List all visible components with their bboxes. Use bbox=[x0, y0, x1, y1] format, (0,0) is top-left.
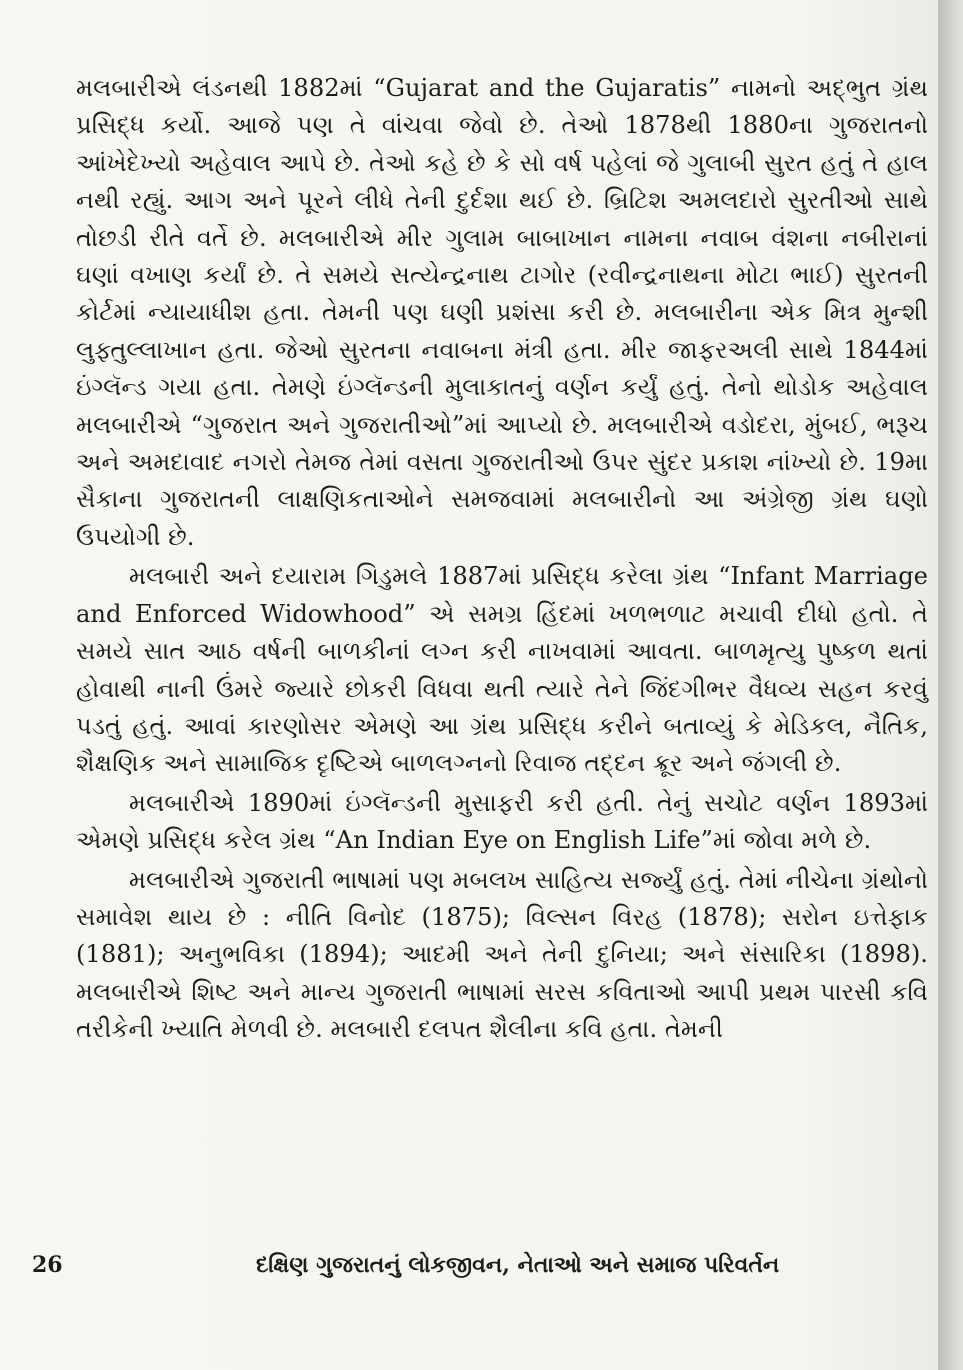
page-edge bbox=[938, 0, 963, 1370]
page-number: 26 bbox=[32, 1252, 63, 1278]
paragraph-3: મલબારીએ 1890માં ઇંગ્લૅન્ડની મુસાફરી કરી હતી. તેનું સચોટ વર્ણન 1893માં એમણે પ્રસિદ્ધ કરેલ ગ્રંથ “An Indian Eye on English Life”માં જોવા મળે છે. bbox=[76, 788, 928, 855]
body-text bbox=[76, 70, 928, 1049]
paragraph-4: મલબારીએ ગુજરાતી ભાષામાં પણ મબલખ સાહિત્ય સર્જ્યું હતું. તેમાં નીચેના ગ્રંથોનો સમાવેશ થાય છે : નીતિ વિનોદ (1875); વિલ્સન વિરહ (1878); સરોન ઇત્તેફાક (1881); અનુભવિકા (1894); આદમી અને તેની દુનિયા; અને સંસારિકા (1898). મલબારીએ શિષ્ટ અને માન્ય ગુજરાતી ભાષામાં સરસ કવિતાઓ આપી પ્રથમ પારસી કવિ તરીકેની ખ્યાતિ મેળવી છે. મલબારી દલપત શૈલીના કવિ હતા. તેમની bbox=[76, 865, 928, 1044]
running-footer: દક્ષિણ ગુજરાતનું લોકજીવન, નેતાઓ અને સમાજ પરિવર્તન bbox=[256, 1252, 780, 1278]
paragraph-2: મલબારી અને દયારામ ગિડુમલે 1887માં પ્રસિદ્ધ કરેલા ગ્રંથ “Infant Marriage and Enforced Widowhood” એ સમગ્ર હિંદમાં ખળભળાટ મચાવી દીધો હતો. તે સમયે સાત આઠ વર્ષની બાળકીનાં લગ્ન કરી નાખવામાં આવતા. બાળમૃત્યુ પુષ્કળ થતાં હોવાથી નાની ઉંમરે જ્યારે છોકરી વિધવા થતી ત્યારે તેને જિંદગીભર વૈધવ્ય સહન કરવું પડતું હતું. આવાં કારણોસર એમણે આ ગ્રંથ પ્રસિદ્ધ કરીને બતાવ્યું કે મેડિકલ, નૈતિક, શૈક્ષણિક અને સામાજિક દૃષ્ટિએ બાળલગ્નનો રિવાજ તદ્દન ક્રૂર અને જંગલી છે. bbox=[76, 562, 928, 778]
paragraph-1: મલબારીએ લંડનથી 1882માં “Gujarat and the Gujaratis” નામનો અદ્ભુત ગ્રંથ પ્રસિદ્ધ કર્યો. આજે પણ તે વાંચવા જેવો છે. તેઓ 1878થી 1880ના ગુજરાતનો આંખેદેખ્યો અહેવાલ આપે છે. તેઓ કહે છે કે સો વર્ષ પહેલાં જે ગુલાબી સુરત હતું તે હાલ નથી રહ્યું. આગ અને પૂરને લીધે તેની દુર્દશા થઈ છે. બ્રિટિશ અમલદારો સુરતીઓ સાથે તોછડી રીતે વર્તે છે. મલબારીએ મીર ગુલામ બાબાખાન નામના નવાબ વંશના નબીરાનાં ઘણાં વખાણ કર્યાં છે. તે સમયે સત્યેન્દ્રનાથ ટાગોર (રવીન્દ્રનાથના મોટા ભાઈ) સુરતની કોર્ટમાં ન્યાયાધીશ હતા. તેમની પણ ઘણી પ્રશંસા કરી છે. મલબારીના એક મિત્ર મુન્શી લુફ્તુલ્લાખાન હતા. જેઓ સુરતના નવાબના મંત્રી હતા. મીર જાફરઅલી સાથે 1844માં ઇંગ્લૅન્ડ ગયા હતા. તેમણે ઇંગ્લૅન્ડની મુલાકાતનું વર્ણન કર્યું હતું. તેનો થોડોક અહેવાલ મલબારીએ “ગુજરાત અને ગુજરાતીઓ”માં આપ્યો છે. મલબારીએ વડોદરા, મુંબઈ, ભરૂચ અને અમદાવાદ નગરો તેમજ તેમાં વસતા ગુજરાતીઓ ઉપર સુંદર પ્રકાશ નાંખ્યો છે. 19મા સૈકાના ગુજરાતની લાક્ષણિકતાઓને સમજવામાં મલબારીનો આ અંગ્રેજી ગ્રંથ ઘણો ઉપયોગી છે. bbox=[76, 74, 928, 551]
